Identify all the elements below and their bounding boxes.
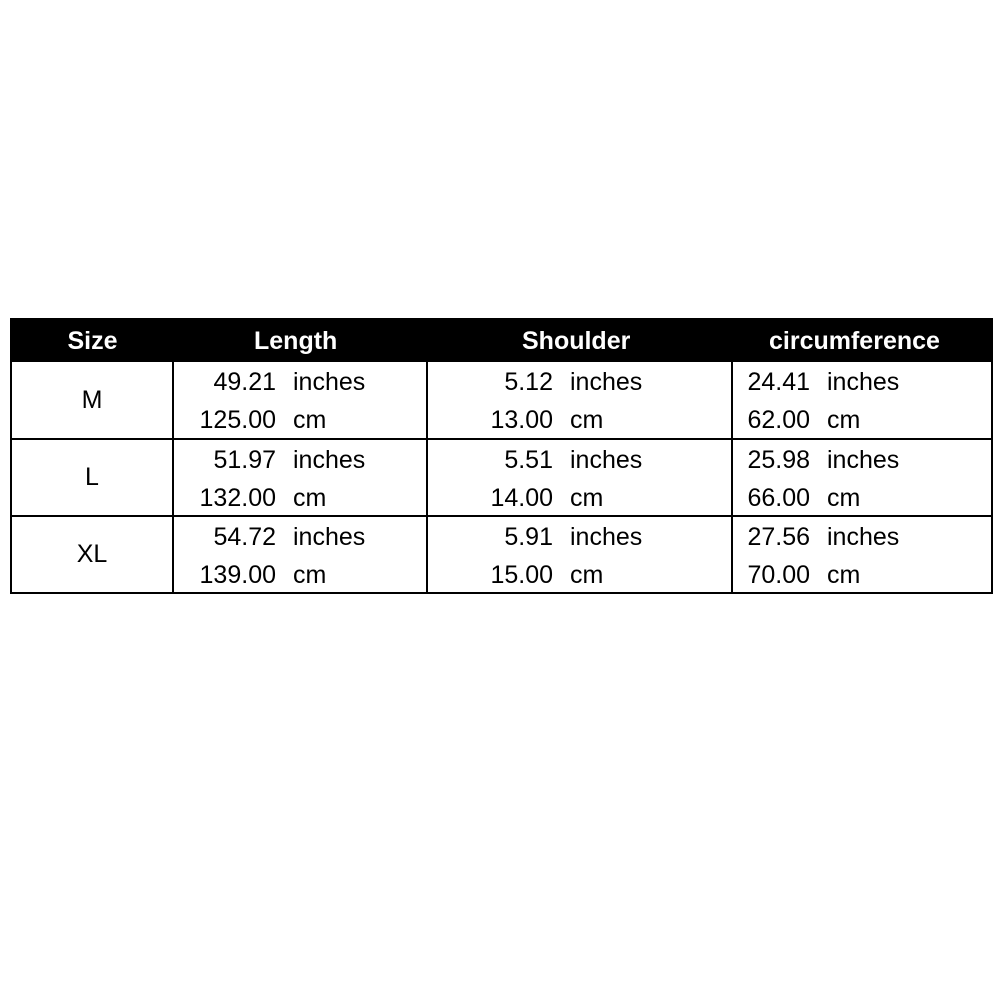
inches-value: 5.91 [504, 522, 553, 551]
cm-line [428, 560, 731, 590]
inches-unit: inches [827, 445, 900, 474]
table-row [11, 362, 992, 439]
inches-value: 54.72 [213, 522, 276, 551]
header-circumference: circumference [732, 319, 992, 362]
cm-value: 66.00 [747, 483, 810, 512]
table-row [11, 516, 992, 593]
inches-line [174, 367, 426, 397]
shoulder-cell [427, 516, 732, 593]
cm-unit: cm [570, 560, 604, 589]
shoulder-cell [427, 362, 732, 439]
header-shoulder: Shoulder [427, 319, 732, 362]
cm-value: 62.00 [747, 406, 810, 434]
cm-line [174, 405, 426, 435]
length-cell [173, 362, 427, 439]
inches-value: 51.97 [213, 445, 276, 474]
size-cell: XL [11, 516, 173, 593]
inches-line [174, 445, 426, 475]
cm-value: 132.00 [199, 483, 276, 512]
table-row [11, 439, 992, 516]
cm-unit: cm [827, 483, 861, 512]
inches-line [733, 445, 991, 475]
inches-unit: inches [570, 445, 643, 474]
inches-unit: inches [570, 522, 643, 551]
inches-value: 25.98 [747, 445, 810, 474]
circumference-cell [732, 362, 992, 439]
circumference-cell [732, 516, 992, 593]
inches-unit: inches [827, 522, 900, 551]
cm-unit: cm [293, 406, 327, 434]
cm-unit: cm [293, 483, 327, 512]
cm-unit: cm [570, 483, 604, 512]
length-cell [173, 516, 427, 593]
circumference-cell [732, 439, 992, 516]
cm-line [174, 560, 426, 590]
inches-unit: inches [293, 445, 366, 474]
cm-unit: cm [293, 560, 327, 589]
table-body [11, 362, 992, 593]
header-length: Length [173, 319, 427, 362]
inches-unit: inches [827, 368, 900, 396]
inches-line [733, 367, 991, 397]
cm-line [174, 483, 426, 513]
inches-line [428, 367, 731, 397]
inches-value: 49.21 [213, 368, 276, 396]
inches-value: 27.56 [747, 522, 810, 551]
header-row [11, 319, 992, 362]
inches-line [428, 445, 731, 475]
inches-line [428, 522, 731, 552]
cm-value: 15.00 [490, 560, 553, 589]
size-cell: L [11, 439, 173, 516]
inches-value: 5.12 [504, 368, 553, 396]
cm-value: 70.00 [747, 560, 810, 589]
cm-value: 139.00 [199, 560, 276, 589]
length-cell [173, 439, 427, 516]
cm-value: 13.00 [490, 406, 553, 434]
size-chart-table [10, 318, 993, 594]
inches-unit: inches [570, 368, 643, 396]
cm-unit: cm [827, 406, 861, 434]
inches-line [174, 522, 426, 552]
cm-line [733, 560, 991, 590]
cm-line [733, 483, 991, 513]
inches-line [733, 522, 991, 552]
cm-value: 14.00 [490, 483, 553, 512]
cm-line [733, 405, 991, 435]
cm-unit: cm [570, 406, 604, 434]
inches-value: 24.41 [747, 368, 810, 396]
cm-unit: cm [827, 560, 861, 589]
inches-unit: inches [293, 368, 366, 396]
table-header [11, 319, 992, 362]
size-cell: M [81, 385, 103, 414]
cm-line [428, 405, 731, 435]
cm-value: 125.00 [199, 406, 276, 434]
shoulder-cell [427, 439, 732, 516]
cm-line [428, 483, 731, 513]
inches-value: 5.51 [504, 445, 553, 474]
header-size: Size [11, 319, 173, 362]
inches-unit: inches [293, 522, 366, 551]
